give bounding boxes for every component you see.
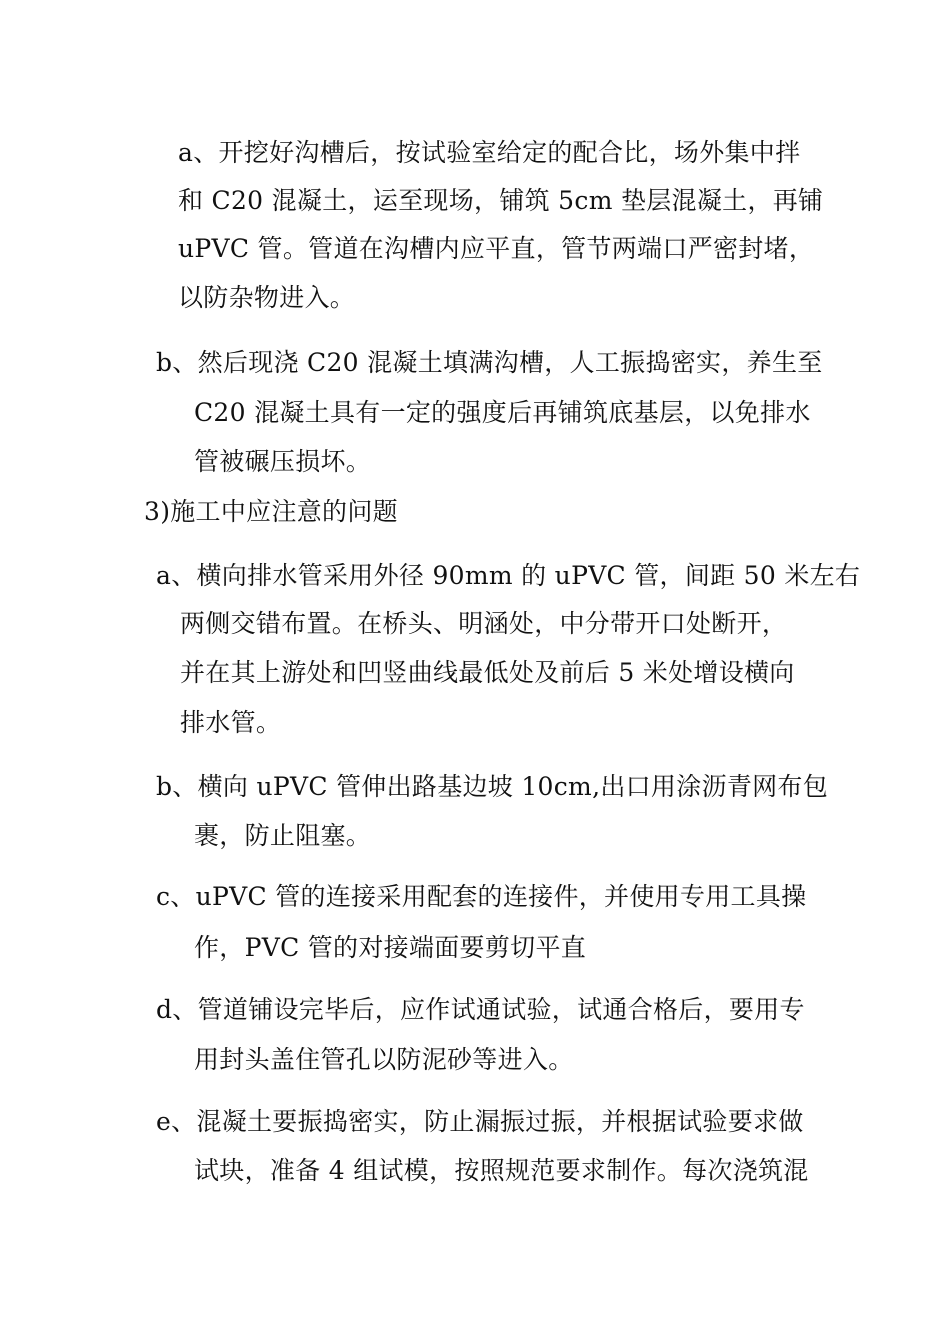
section-heading: 3)施工中应注意的问题 [144, 497, 398, 526]
text-line: a、横向排水管采用外径 90mm 的 uPVC 管，间距 50 米左右 [156, 561, 861, 590]
text-line: 并在其上游处和凹竖曲线最低处及前后 5 米处增设横向 [180, 658, 795, 687]
text-line: 以防杂物进入。 [178, 283, 356, 312]
text-line: 排水管。 [180, 708, 282, 737]
text-line: c、uPVC 管的连接采用配套的连接件，并使用专用工具操 [156, 882, 807, 911]
text-line: d、管道铺设完毕后，应作试通试验，试通合格后，要用专 [156, 995, 805, 1024]
text-line: C20 混凝土具有一定的强度后再铺筑底基层，以免排水 [194, 398, 811, 427]
text-line: uPVC 管。管道在沟槽内应平直，管节两端口严密封堵， [178, 234, 815, 263]
text-line: 管被碾压损坏。 [194, 447, 372, 476]
text-line: b、然后现浇 C20 混凝土填满沟槽，人工振捣密实，养生至 [156, 348, 823, 377]
text-line: 裹，防止阻塞。 [194, 821, 372, 850]
text-line: e、混凝土要振捣密实，防止漏振过振，并根据试验要求做 [156, 1107, 804, 1136]
text-line: 和 C20 混凝土，运至现场，铺筑 5cm 垫层混凝土，再铺 [178, 186, 824, 215]
text-line: a、开挖好沟槽后，按试验室给定的配合比，场外集中拌 [178, 138, 801, 167]
text-line: 试块，准备 4 组试模，按照规范要求制作。每次浇筑混 [194, 1156, 809, 1185]
text-line: 作，PVC 管的对接端面要剪切平直 [194, 933, 587, 962]
text-line: 两侧交错布置。在桥头、明涵处，中分带开口处断开， [180, 609, 788, 638]
text-line: b、横向 uPVC 管伸出路基边坡 10cm,出口用涂沥青网布包 [156, 772, 829, 801]
text-line: 用封头盖住管孔以防泥砂等进入。 [194, 1045, 574, 1074]
